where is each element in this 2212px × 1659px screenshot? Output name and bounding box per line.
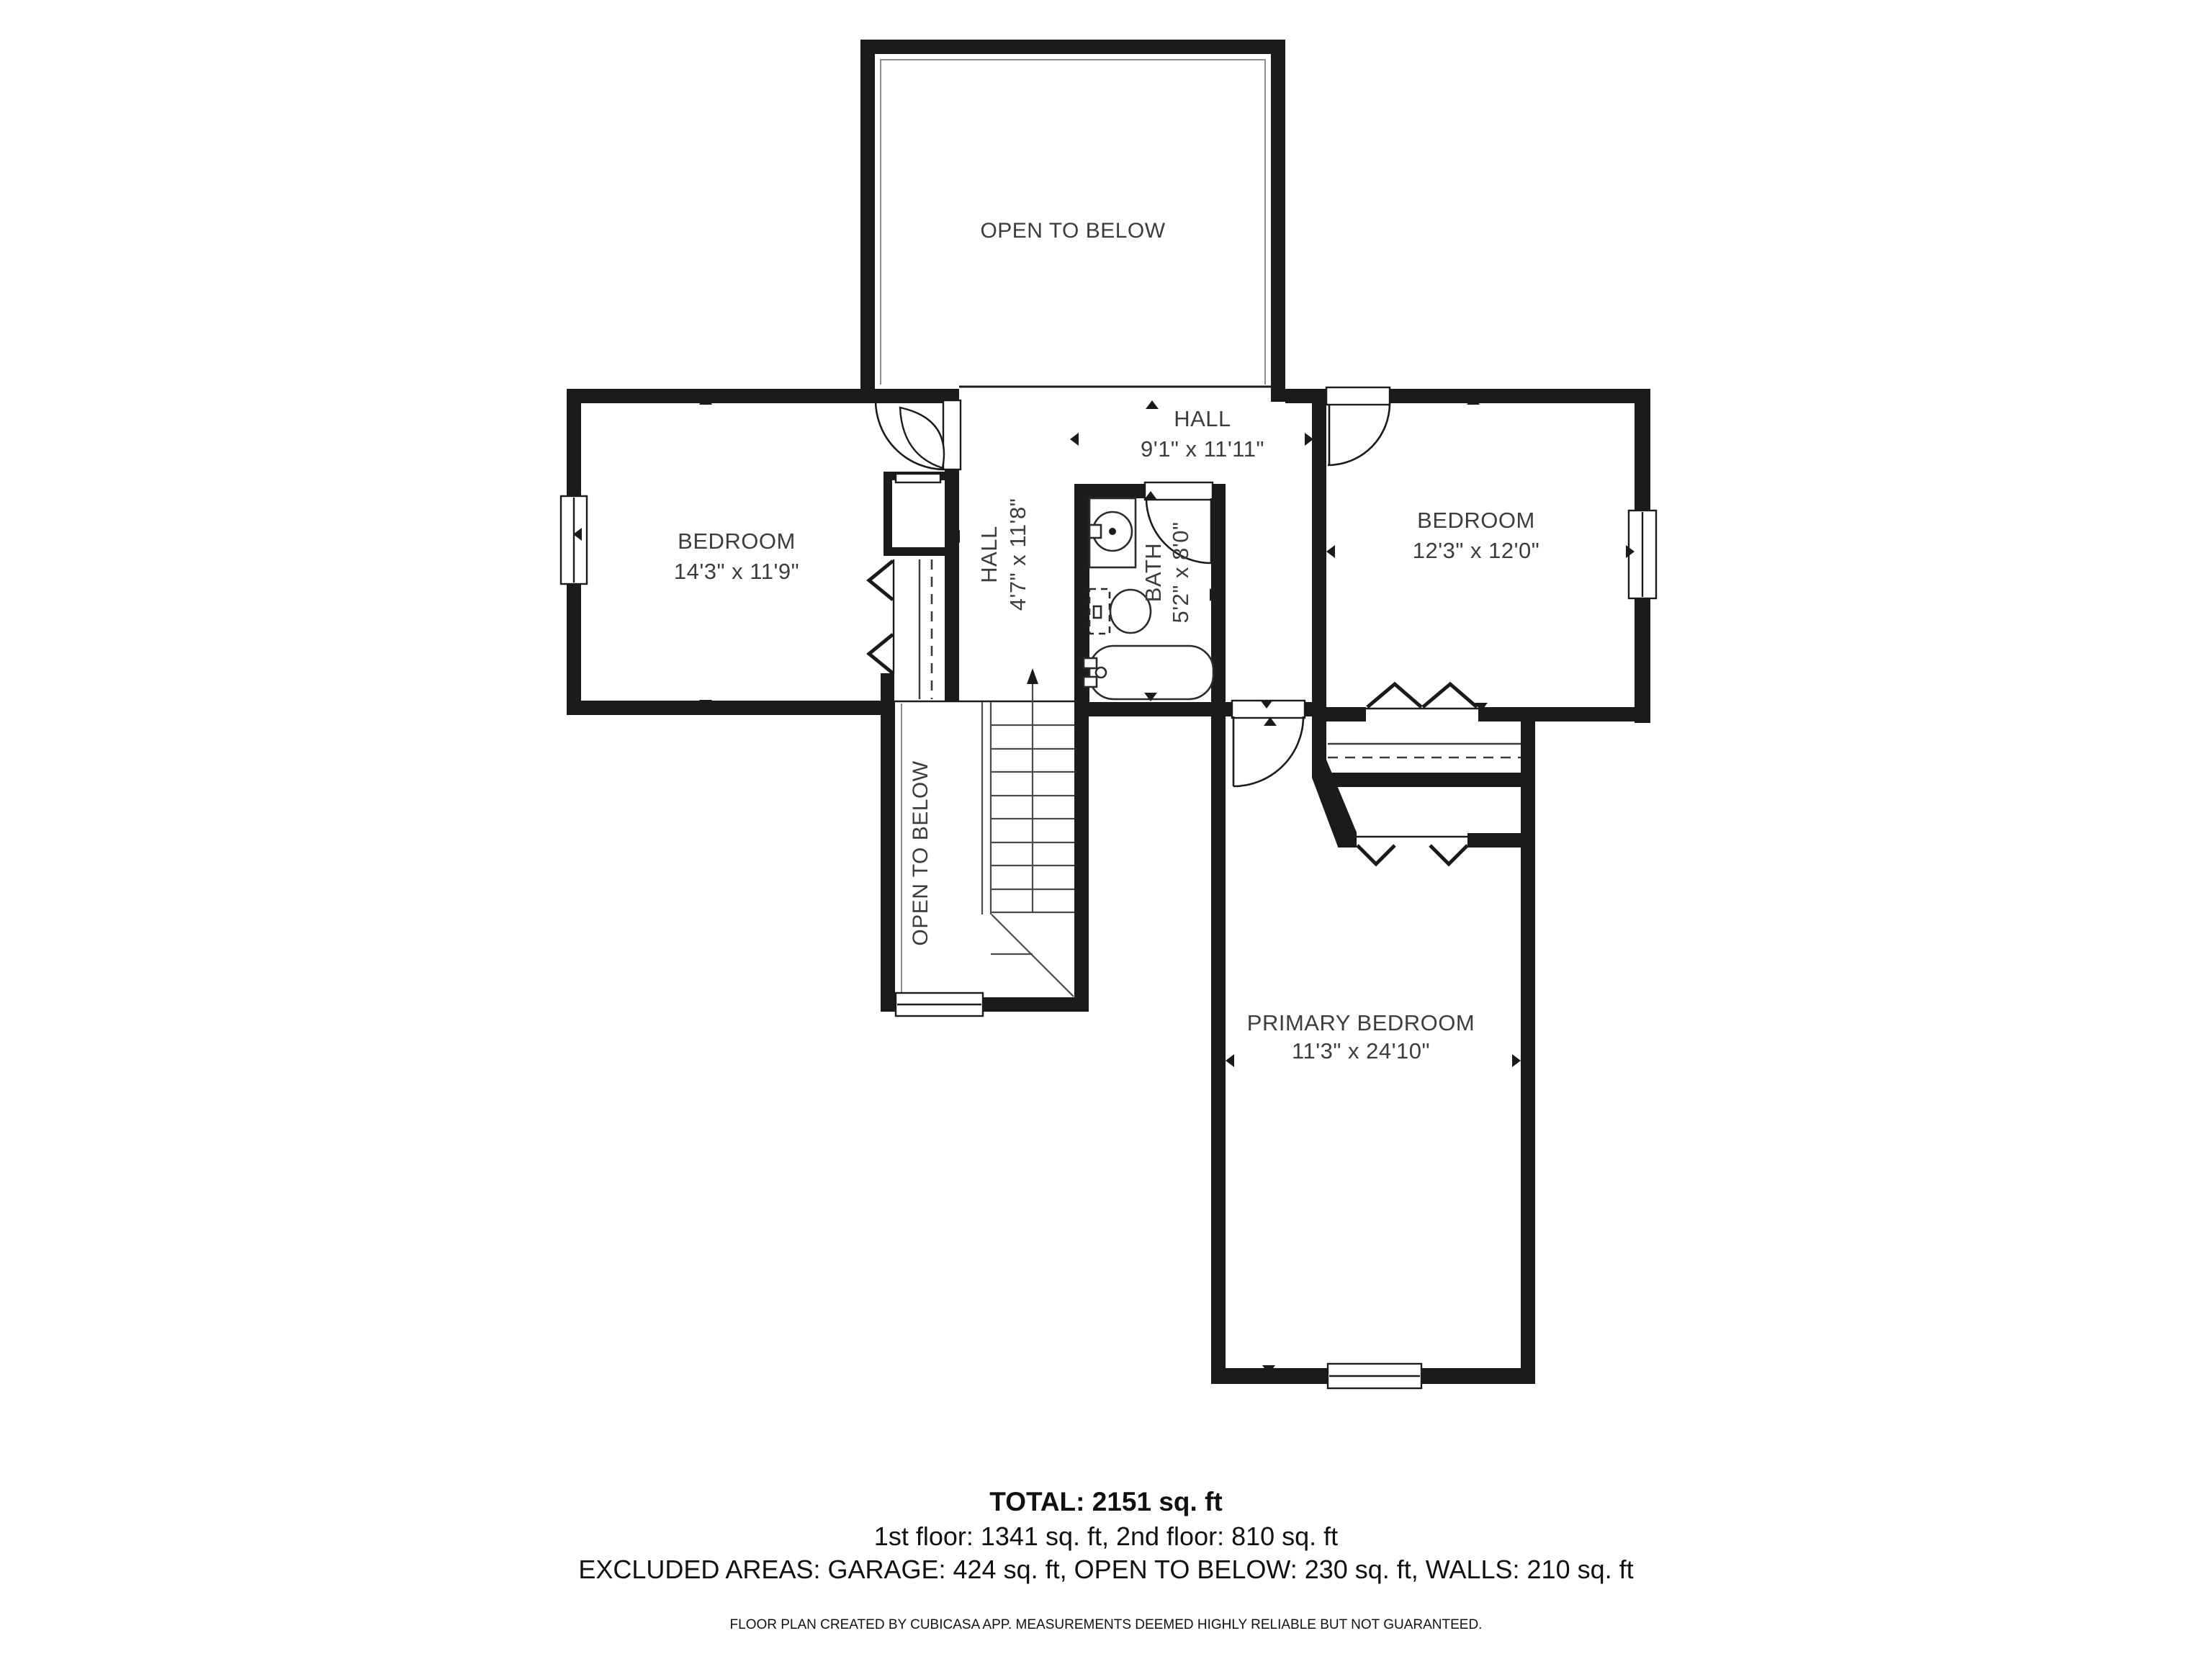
room-label-bath: BATH [1141, 542, 1166, 603]
room-labels [674, 219, 1539, 1064]
sink-icon [1089, 498, 1136, 567]
room-dims-bedroom-left: 14'3" x 11'9" [673, 559, 800, 584]
summary-footer [578, 1487, 1633, 1632]
summary-disclaimer: FLOOR PLAN CREATED BY CUBICASA APP. MEASUREMENTS DEEMED HIGHLY RELIABLE BUT NOT GUARANTEED. [729, 1617, 1483, 1632]
bifold-door-icon [869, 559, 894, 673]
window-icon [561, 496, 587, 584]
summary-excluded: EXCLUDED AREAS: GARAGE: 424 sq. ft, OPEN TO BELOW: 230 sq. ft, WALLS: 210 sq. ft [578, 1555, 1634, 1584]
room-dims-hall-upper: 9'1" x 11'11" [1141, 436, 1264, 462]
window-icon [1629, 511, 1656, 598]
room-dims-bedroom-right: 12'3" x 12'0" [1412, 538, 1540, 563]
bifold-door-icon [1366, 684, 1478, 709]
summary-floors: 1st floor: 1341 sq. ft, 2nd floor: 810 sq. ft [873, 1521, 1339, 1551]
summary-total: TOTAL: 2151 sq. ft [989, 1487, 1223, 1516]
room-label-hall-lower: HALL [976, 526, 1002, 583]
window-icon [896, 993, 983, 1016]
door-icon [1232, 701, 1305, 786]
bifold-door-icon [1357, 837, 1467, 864]
room-label-hall-upper: HALL [1174, 406, 1231, 431]
room-label-primary-bedroom: PRIMARY BEDROOM [1246, 1010, 1475, 1035]
door-icon [876, 400, 961, 469]
door-icon [1326, 387, 1390, 465]
room-label-bedroom-right: BEDROOM [1417, 508, 1535, 533]
room-dims-primary-bedroom: 11'3" x 24'10" [1292, 1038, 1430, 1064]
room-label-open-below-top: OPEN TO BELOW [980, 219, 1166, 243]
room-label-bedroom-left: BEDROOM [678, 529, 796, 554]
window-icon [1328, 1364, 1421, 1388]
closet-door-icon [896, 474, 940, 482]
stairs-up-arrow [1027, 668, 1038, 912]
bathtub-icon [1084, 646, 1213, 699]
room-label-open-below-lower: OPEN TO BELOW [909, 760, 932, 946]
room-dims-hall-lower: 4'7" x 11'8" [1005, 498, 1030, 611]
stairs [982, 668, 1074, 997]
room-dims-bath: 5'2" x 8'0" [1168, 521, 1193, 624]
